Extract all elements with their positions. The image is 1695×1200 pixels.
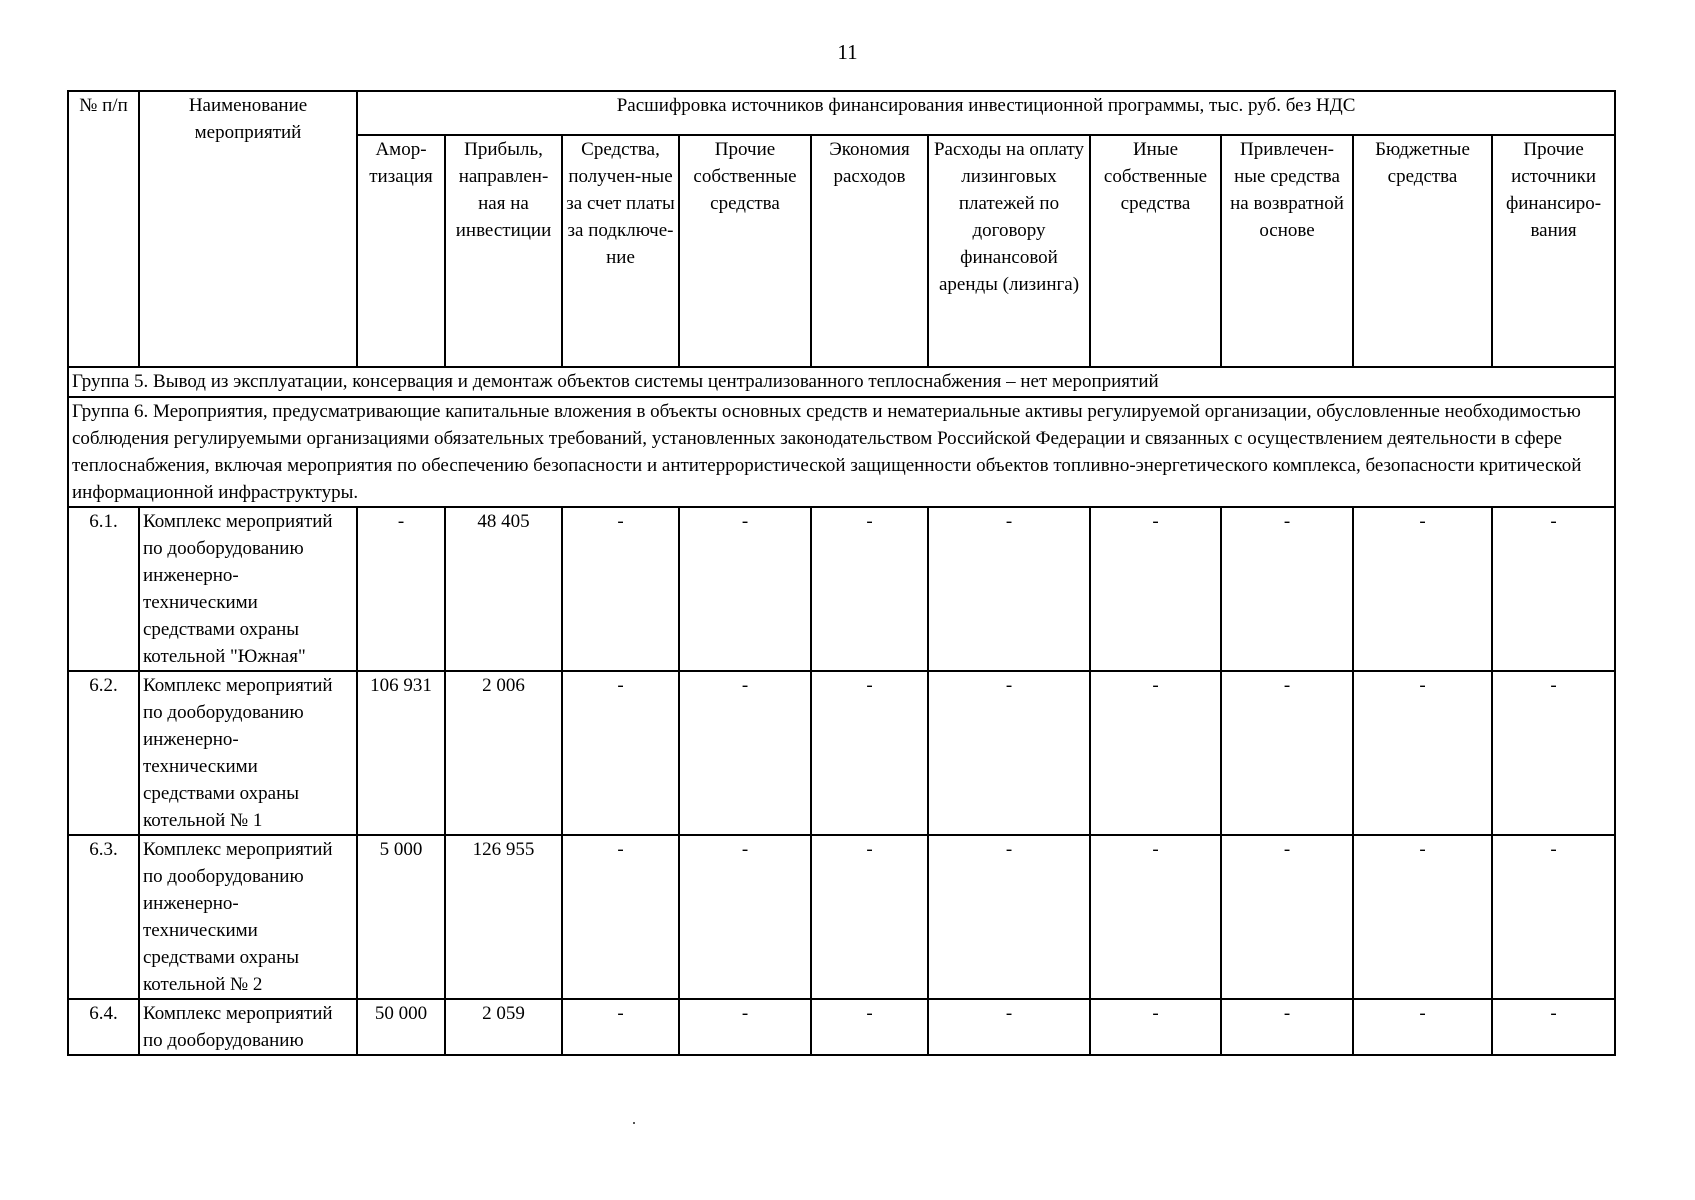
col-header-cost-savings: Экономия расходов (811, 135, 928, 367)
cell-value: - (928, 671, 1090, 835)
cell-value: 2 059 (445, 999, 562, 1055)
cell-value: - (1221, 671, 1353, 835)
cell-value: - (679, 507, 811, 671)
cell-value: - (1221, 999, 1353, 1055)
group-5-row (68, 367, 1615, 397)
cell-value: - (357, 507, 445, 671)
col-header-other-own: Иные собственные средства (1090, 135, 1221, 367)
cell-value: - (1492, 999, 1615, 1055)
cell-value: - (1353, 835, 1492, 999)
cell-value: 126 955 (445, 835, 562, 999)
scan-speck (633, 1122, 635, 1124)
cell-value: - (679, 835, 811, 999)
col-header-leasing: Расходы на оплату лизинговых платежей по договору финансовой аренды (лизинга) (928, 135, 1090, 367)
row-num: 6.1. (68, 507, 139, 671)
cell-value: - (1221, 835, 1353, 999)
group-6-row (68, 397, 1615, 507)
row-name: Комплекс мероприятий по дооборудованию инженерно-техническими средствами охраны котельной № 1 (139, 671, 357, 835)
cell-value: - (1353, 999, 1492, 1055)
group-5-title: Группа 5. Вывод из эксплуатации, консервация и демонтаж объектов системы централизованного теплоснабжения – нет мероприятий (68, 367, 1615, 397)
header-sources-title: Расшифровка источников финансирования инвестиционной программы, тыс. руб. без НДС (357, 91, 1615, 135)
header-num: № п/п (68, 91, 139, 367)
cell-value: - (562, 835, 679, 999)
cell-value: - (928, 835, 1090, 999)
table-row (68, 999, 1615, 1055)
cell-value: - (1353, 671, 1492, 835)
cell-value: - (811, 671, 928, 835)
col-header-profit: Прибыль, направлен-ная на инвестиции (445, 135, 562, 367)
cell-value: 5 000 (357, 835, 445, 999)
cell-value: 50 000 (357, 999, 445, 1055)
cell-value: - (811, 999, 928, 1055)
cell-value: - (1221, 507, 1353, 671)
cell-value: 106 931 (357, 671, 445, 835)
cell-value: 2 006 (445, 671, 562, 835)
cell-value: - (1353, 507, 1492, 671)
row-num: 6.4. (68, 999, 139, 1055)
page-number: 11 (837, 40, 858, 64)
cell-value: - (928, 507, 1090, 671)
row-name: Комплекс мероприятий по дооборудованию инженерно-техническими средствами охраны котельной "Южная" (139, 507, 357, 671)
table-row (68, 507, 1615, 671)
cell-value: - (1090, 835, 1221, 999)
row-name: Комплекс мероприятий по дооборудованию инженерно-техническими средствами охраны котельной № 2 (139, 835, 357, 999)
row-num: 6.3. (68, 835, 139, 999)
cell-value: - (1090, 999, 1221, 1055)
cell-value: - (1492, 507, 1615, 671)
row-num: 6.2. (68, 671, 139, 835)
cell-value: - (1492, 835, 1615, 999)
col-header-borrowed: Привлечен-ные средства на возвратной основе (1221, 135, 1353, 367)
cell-value: - (562, 671, 679, 835)
cell-value: - (1090, 671, 1221, 835)
header-name: Наименование мероприятий (139, 91, 357, 367)
group-6-title: Группа 6. Мероприятия, предусматривающие капитальные вложения в объекты основных средств и нематериальные активы регулируемой организации, обусловленные необходимостью соблюдения регулируемыми организациями обязательных требований, установленных законодательством Российской Федерации и связанных с осуществлением деятельности в сфере теплоснабжения, включая мероприятия по обеспечению безопасности и антитеррористической защищенности объектов топливно-энергетического комплекса, безопасности критической информационной инфраструктуры. (68, 397, 1615, 507)
cell-value: - (811, 835, 928, 999)
col-header-amortization: Амор-тизация (357, 135, 445, 367)
cell-value: - (1492, 671, 1615, 835)
cell-value: - (679, 671, 811, 835)
header-row (68, 91, 1615, 135)
col-header-other-sources: Прочие источники финансиро-вания (1492, 135, 1615, 367)
col-header-budget: Бюджетные средства (1353, 135, 1492, 367)
cell-value: - (562, 999, 679, 1055)
col-header-connection-fees: Средства, получен-ные за счет платы за подключе-ние (562, 135, 679, 367)
cell-value: - (1090, 507, 1221, 671)
row-name: Комплекс мероприятий по дооборудованию (139, 999, 357, 1055)
cell-value: - (928, 999, 1090, 1055)
table-row (68, 671, 1615, 835)
col-header-other-own-funds: Прочие собственные средства (679, 135, 811, 367)
cell-value: 48 405 (445, 507, 562, 671)
cell-value: - (811, 507, 928, 671)
table-row (68, 835, 1615, 999)
cell-value: - (562, 507, 679, 671)
cell-value: - (679, 999, 811, 1055)
investment-sources-table (67, 90, 1616, 1056)
